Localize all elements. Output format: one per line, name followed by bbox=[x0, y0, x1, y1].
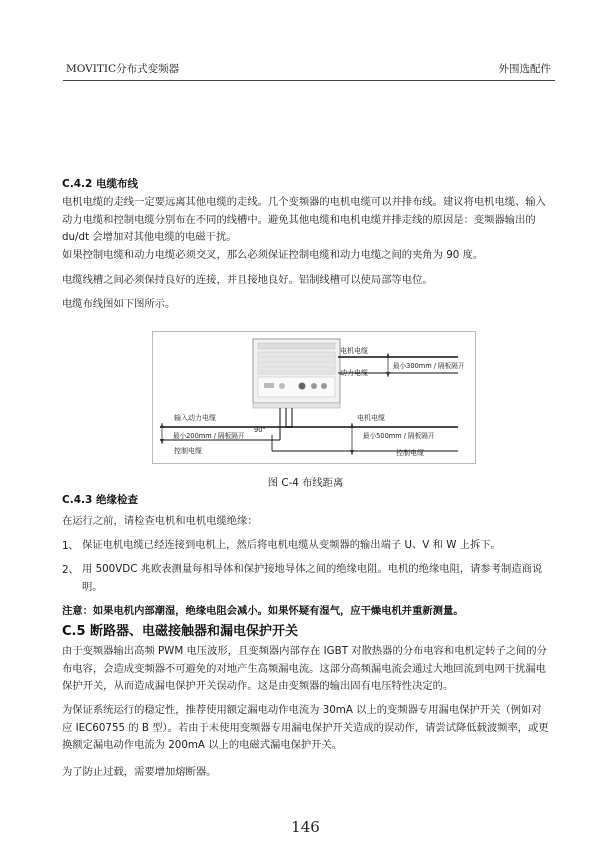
section-c42-para1: 电机电缆的走线一定要远离其他电缆的走线。几个变频器的电机电缆可以并排布线。建议将电机电缆、输入动力电缆和控制电缆分别布在不同的线槽中。避免其他电缆和电机电缆并排走线的原因是：变频器输出的 du/dt 会增加对其他电缆的电磁干扰。 bbox=[62, 196, 546, 243]
section-c42-para3: 电缆线槽之间必须保持良好的连接，并且接地良好。铝制线槽可以使局部等电位。 bbox=[62, 274, 433, 286]
label-power-cable-top: 动力电缆 bbox=[340, 369, 368, 377]
list-item-1-text: 保证电机电缆已经连接到电机上，然后将电机电缆从变频器的输出端子 U、V 和 W 上拆下。 bbox=[82, 539, 501, 551]
section-c42-para2: 如果控制电缆和动力电缆必须交叉，那么必须保证控制电缆和动力电缆之间的夹角为 90 度。 bbox=[62, 249, 484, 261]
section-c5-para1: 由于变频器输出高频 PWM 电压波形，且变频器内部存在 IGBT 对散热器的分布电容和电机定转子之间的分布电容，会造成变频器不可避免的对地产生高频漏电流。这部分高频漏电流会通过大地回流到电网干扰漏电保护开关，从而造成漏电保护开关误动作。这是由变频器的输出固有电压特性决定的。 bbox=[62, 645, 547, 692]
section-c43-title: C.4.3 绝缘检查 bbox=[62, 494, 138, 506]
label-angle: 90° bbox=[254, 426, 266, 434]
label-motor-cable-top: 电机电缆 bbox=[340, 347, 368, 355]
cable-routing-figure bbox=[152, 331, 476, 464]
header-section-title: 外围选配件 bbox=[498, 63, 551, 75]
section-c43-intro: 在运行之前，请检查电机和电机电缆绝缘： bbox=[62, 515, 258, 527]
section-c5-title: C.5 断路器、电磁接触器和漏电保护开关 bbox=[62, 624, 299, 639]
label-gap-500: 最小500mm / 隔板隔开 bbox=[363, 432, 435, 440]
inverter-icon bbox=[253, 339, 340, 408]
section-c42-title: C.4.2 电缆布线 bbox=[62, 178, 138, 190]
list-item-2-number: 2、 bbox=[62, 564, 79, 576]
section-c5-para3: 为了防止过载，需要增加熔断器。 bbox=[62, 766, 217, 778]
section-c42-para4: 电缆布线图如下图所示。 bbox=[62, 298, 176, 310]
label-motor-cable-right: 电机电缆 bbox=[357, 414, 385, 422]
label-control-cable-right: 控制电缆 bbox=[396, 449, 424, 457]
page-number: 146 bbox=[291, 818, 320, 836]
header-rule bbox=[63, 80, 555, 81]
label-gap-300: 最小300mm / 隔板隔开 bbox=[393, 362, 465, 370]
label-control-cable-left: 控制电缆 bbox=[174, 447, 202, 455]
label-input-power-cable: 输入动力电缆 bbox=[174, 414, 216, 422]
list-item-2-text: 用 500VDC 兆欧表测量每相导体和保护接地导体之间的绝缘电阻。电机的绝缘电阻，请参考制造商说明。 bbox=[82, 563, 543, 593]
figure-caption: 图 C-4 布线距离 bbox=[267, 477, 344, 489]
label-gap-200: 最小200mm / 隔板隔开 bbox=[173, 432, 245, 440]
header-document-title: MOVITIC分布式变频器 bbox=[66, 63, 180, 75]
list-item-1-number: 1、 bbox=[62, 540, 79, 552]
section-c5-para2: 为保证系统运行的稳定性，推荐使用额定漏电动作电流为 30mA 以上的变频器专用漏电保护开关（例如对应 IEC60755 的 B 型）。若由于未使用变频器专用漏电保护开关造成的误动作，请尝试降低载波频率，或更换额定漏电动作电流为 200mA 以上的电磁式漏电保护开关。 bbox=[62, 704, 549, 751]
insulation-note: 注意：如果电机内部潮湿，绝缘电阻会减小。如果怀疑有湿气，应干燥电机并重新测量。 bbox=[62, 605, 464, 617]
